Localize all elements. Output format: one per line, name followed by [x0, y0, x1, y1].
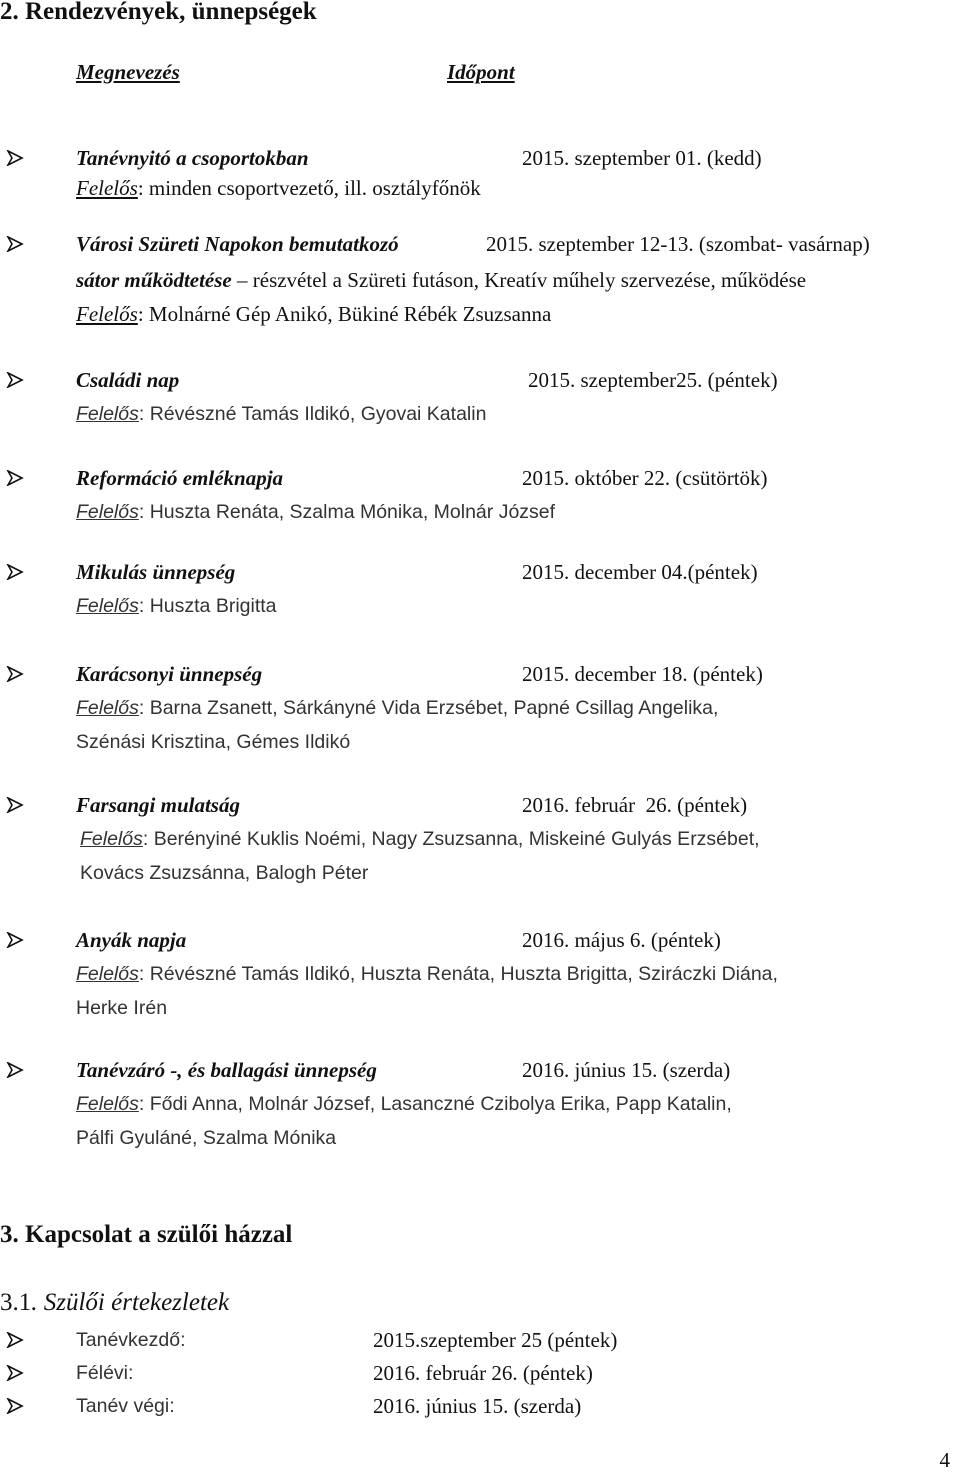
event-responsible-cont: Kovács Zsuzsánna, Balogh Péter	[80, 862, 369, 884]
event-responsible-cont: Szénási Krisztina, Gémes Ildikó	[76, 731, 351, 753]
event-responsible-cont: Herke Irén	[76, 997, 168, 1019]
arrow-bullet-icon	[6, 462, 28, 494]
meeting-date: 2016. február 26. (péntek)	[373, 1361, 593, 1385]
event-responsible: Felelős: Huszta Brigitta	[76, 595, 277, 617]
column-header-time: Időpont	[447, 60, 515, 84]
arrow-bullet-icon	[6, 228, 28, 260]
column-header-name: Megnevezés	[76, 60, 180, 84]
meeting-date: 2015.szeptember 25 (péntek)	[373, 1328, 618, 1352]
meeting-label: Félévi:	[76, 1362, 134, 1384]
event-date: 2015. december 04.(péntek)	[522, 560, 758, 584]
event-responsible-cont: Pálfi Gyuláné, Szalma Mónika	[76, 1127, 337, 1149]
arrow-bullet-icon	[6, 364, 28, 396]
event-title: Családi nap	[76, 368, 180, 392]
event-title: Mikulás ünnepség	[76, 560, 236, 584]
arrow-bullet-icon	[6, 658, 28, 690]
event-title: Városi Szüreti Napokon bemutatkozó	[76, 232, 399, 256]
event-date: 2015. szeptember 01. (kedd)	[522, 146, 762, 170]
event-title: Farsangi mulatság	[76, 793, 240, 817]
event-title: Anyák napja	[76, 928, 187, 952]
section-3-heading: 3. Kapcsolat a szülői házzal	[0, 1221, 293, 1248]
meeting-label: Tanév végi:	[76, 1395, 175, 1417]
page-number: 4	[939, 1448, 950, 1472]
event-responsible: Felelős: minden csoportvezető, ill. osztályfőnök	[76, 176, 481, 200]
event-date: 2015. december 18. (péntek)	[522, 662, 763, 686]
event-title: Tanévnyitó a csoportokban	[76, 146, 309, 170]
arrow-bullet-icon	[6, 1390, 28, 1422]
arrow-bullet-icon	[6, 556, 28, 588]
meeting-date: 2016. június 15. (szerda)	[373, 1394, 582, 1418]
arrow-bullet-icon	[6, 789, 28, 821]
event-responsible: Felelős: Révészné Tamás Ildikó, Gyovai Katalin	[76, 403, 487, 425]
event-responsible: Felelős: Huszta Renáta, Szalma Mónika, Molnár József	[76, 501, 556, 523]
arrow-bullet-icon	[6, 924, 28, 956]
arrow-bullet-icon	[6, 1357, 28, 1389]
section-2-heading: 2. Rendezvények, ünnepségek	[0, 0, 317, 25]
event-date: 2016. május 6. (péntek)	[522, 928, 721, 952]
event-responsible: Felelős: Barna Zsanett, Sárkányné Vida Erzsébet, Papné Csillag Angelika,	[76, 697, 719, 719]
arrow-bullet-icon	[6, 142, 28, 174]
arrow-bullet-icon	[6, 1324, 28, 1356]
event-title: Tanévzáró -, és ballagási ünnepség	[76, 1058, 377, 1082]
event-date: 2016. június 15. (szerda)	[522, 1058, 731, 1082]
event-responsible: Felelős: Révészné Tamás Ildikó, Huszta Renáta, Huszta Brigitta, Sziráczki Diána,	[76, 963, 778, 985]
event-responsible: Felelős: Fődi Anna, Molnár József, Lasanczné Czibolya Erika, Papp Katalin,	[76, 1093, 732, 1115]
event-title: Karácsonyi ünnepség	[76, 662, 263, 686]
event-date: 2015. október 22. (csütörtök)	[522, 466, 768, 490]
subsection-heading: 3.1. Szülői értekezletek	[0, 1289, 230, 1316]
event-description: sátor működtetése – részvétel a Szüreti futáson, Kreatív műhely szervezése, működése	[76, 268, 807, 292]
event-title: Reformáció emléknapja	[76, 466, 284, 490]
event-date: 2015. szeptember25. (péntek)	[528, 368, 778, 392]
event-responsible: Felelős: Berényiné Kuklis Noémi, Nagy Zsuzsanna, Miskeiné Gulyás Erzsébet,	[80, 828, 760, 850]
event-date: 2015. szeptember 12-13. (szombat- vasárnap)	[486, 232, 870, 256]
event-date: 2016. február 26. (péntek)	[522, 793, 748, 817]
arrow-bullet-icon	[6, 1054, 28, 1086]
event-responsible: Felelős: Molnárné Gép Anikó, Bükiné Rébék Zsuzsanna	[76, 302, 552, 326]
meeting-label: Tanévkezdő:	[76, 1329, 186, 1351]
